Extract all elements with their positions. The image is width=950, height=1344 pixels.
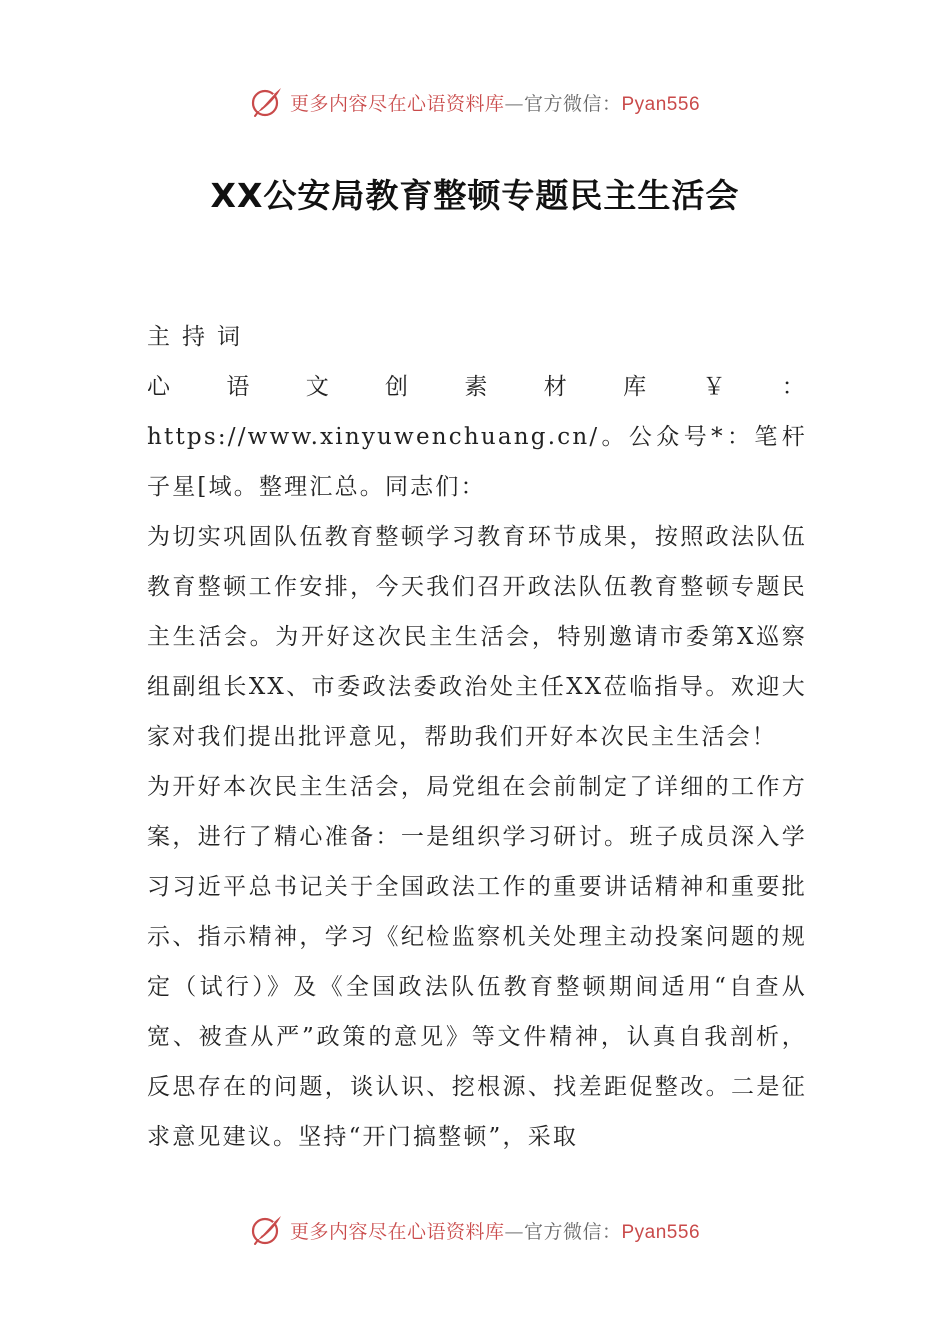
body-paragraph-1: 为切实巩固队伍教育整顿学习教育环节成果，按照政法队伍教育整顿工作安排，今天我们召开政法队伍教育整顿专题民主生活会。为开好这次民主生活会，特别邀请市委第X巡察组副组长XX、市委政法委政治处主任XX莅临指导。欢迎大家对我们提出批评意见，帮助我们开好本次民主生活会！	[147, 524, 807, 750]
banner-dash: —	[504, 1220, 524, 1243]
banner-wechat-label: 官方微信：	[523, 1220, 622, 1243]
host-heading: 主持词	[147, 324, 252, 350]
footer-banner	[0, 1210, 950, 1250]
banner-text	[290, 89, 700, 116]
body-paragraph-2: 为开好本次民主生活会，局党组在会前制定了详细的工作方案，进行了精心准备：一是组织学习研讨。班子成员深入学习习近平总书记关于全国政法工作的重要讲话精神和重要批示、指示精神，学习《纪检监察机关处理主动投案问题的规定（试行）》及《全国政法队伍教育整顿期间适用“自查从宽、被查从严”政策的意见》等文件精神，认真自我剖析，反思存在的问题，谈认识、挖根源、找差距促整改。二是征求意见建议。坚持“开门搞整顿”，采取	[147, 774, 807, 1150]
banner-wechat-id: Pyan556	[621, 1221, 701, 1243]
source-paragraph: 心语文创素材库￥：https://www.xinyuwenchuang.cn/。公众号*：笔杆子星[域。整理汇总。同志们：	[147, 374, 807, 500]
banner-main-text: 更多内容尽在心语资料库	[289, 1220, 505, 1243]
document-title: XX公安局教育整顿专题民主生活会	[210, 176, 740, 215]
banner-text	[290, 1217, 700, 1244]
quill-pen-logo-icon	[250, 85, 284, 119]
banner-main-text: 更多内容尽在心语资料库	[289, 92, 505, 115]
banner-wechat-id: Pyan556	[621, 93, 701, 115]
header-banner	[0, 82, 950, 122]
banner-dash: —	[504, 92, 524, 115]
quill-pen-logo-icon	[250, 1213, 284, 1247]
document-body	[147, 312, 807, 1162]
banner-wechat-label: 官方微信：	[523, 92, 622, 115]
